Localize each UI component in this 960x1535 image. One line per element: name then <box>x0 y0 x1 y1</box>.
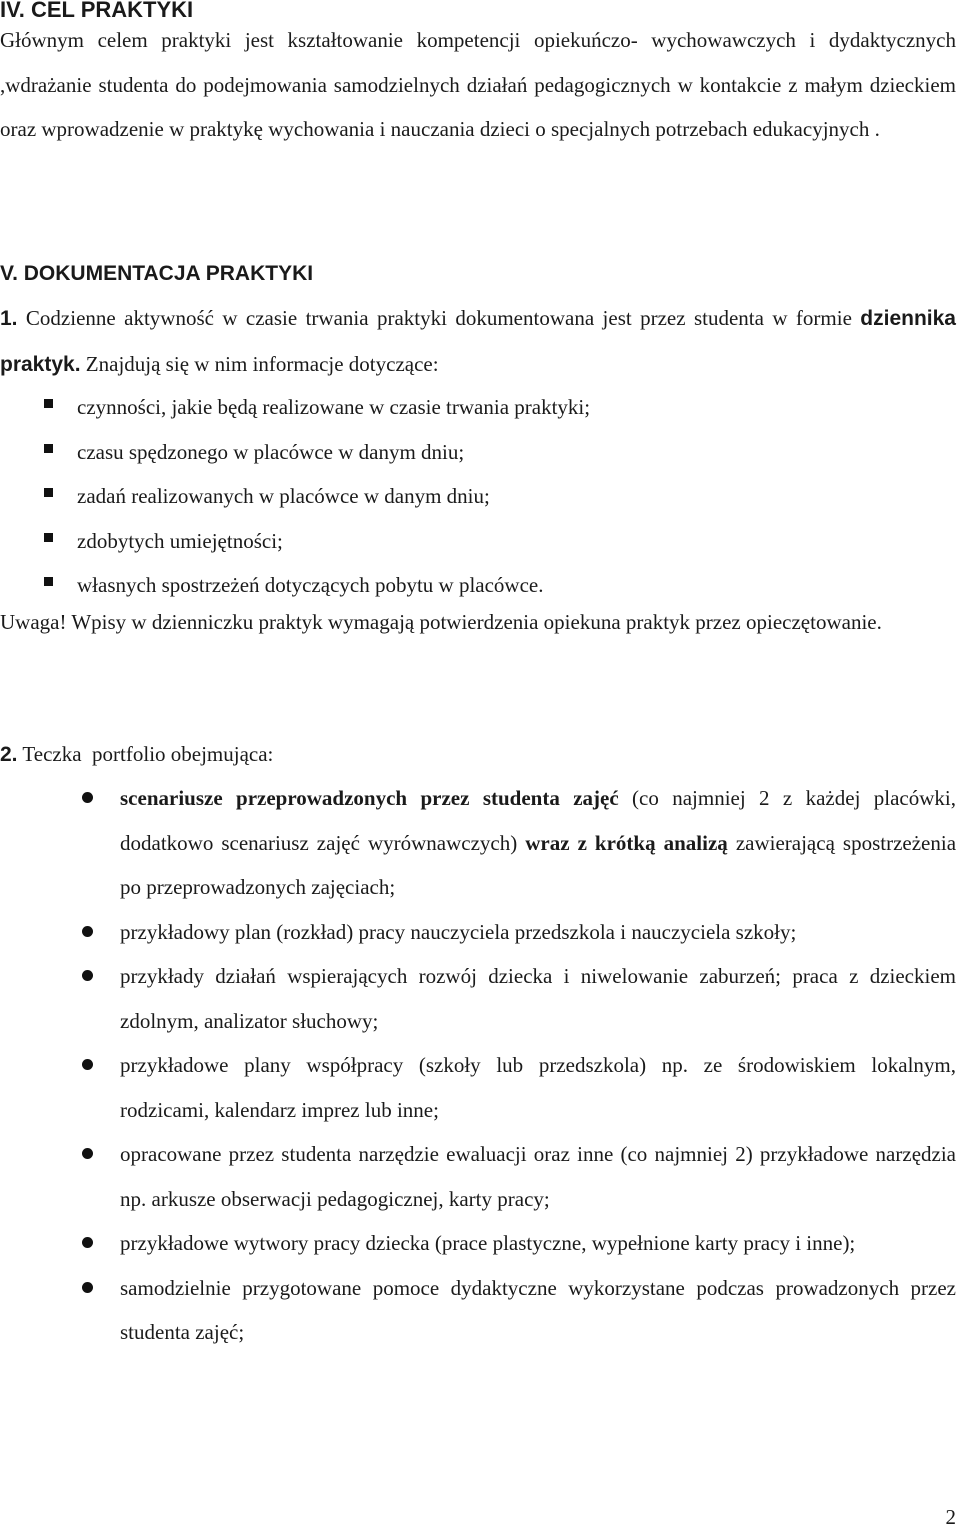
list-item <box>0 1266 956 1355</box>
list-item <box>0 519 956 564</box>
list-item-text: przykłady działań wspierających rozwój dziecka i niwelowanie zaburzeń; praca z dzieckiem zdolnym, analizator słuchowy; <box>120 964 956 1033</box>
list-item-text: przykładowe plany współpracy (szkoły lub przedszkola) np. ze środowiskiem lokalnym, rodzicami, kalendarz imprez lub inne; <box>120 1053 956 1122</box>
list-item <box>0 776 956 910</box>
list-item-text: zdobytych umiejętności; <box>77 528 283 553</box>
round-bullet-icon <box>82 1237 93 1248</box>
list-item-text: czasu spędzonego w placówce w danym dniu; <box>77 439 465 464</box>
item-1-paragraph <box>0 296 956 387</box>
goal-paragraph: Głównym celem praktyki jest kształtowanie kompetencji opiekuńczo- wychowawczych i dydaktycznych ,wdrażanie studenta do podejmowania samodzielnych działań pedagogicznych w kontakcie z małym dzieckiem oraz wprowadzenie w praktykę wychowania i nauczania dzieci o specjalnych potrzebach edukacyjnych . <box>0 28 956 141</box>
round-bullet-icon <box>82 1059 93 1070</box>
section-heading-cel-praktyki: IV. CEL PRAKTYKI <box>0 0 194 22</box>
square-bullet-icon <box>44 399 53 408</box>
item-2-paragraph <box>0 732 956 778</box>
list-item <box>0 385 956 430</box>
round-bullet-icon <box>82 926 93 937</box>
round-bullet-icon <box>82 1148 93 1159</box>
list-item-text: przykładowy plan (rozkład) pracy nauczyciela przedszkola i nauczyciela szkoły; <box>120 919 797 944</box>
list-item <box>0 1043 956 1132</box>
item-1-number: 1. <box>0 307 18 330</box>
diary-info-list <box>0 385 956 608</box>
list-item-text: czynności, jakie będą realizowane w czasie trwania praktyki; <box>77 395 591 419</box>
portfolio-list <box>0 776 956 1355</box>
square-bullet-icon <box>44 488 53 497</box>
list-item-text: opracowane przez studenta narzędzie ewaluacji oraz inne (co najmniej 2) przykładowe narzędzia np. arkusze obserwacji pedagogicznej, karty pracy; <box>120 1142 956 1211</box>
page-number: 2 <box>945 1505 956 1529</box>
round-bullet-icon <box>82 970 93 981</box>
portfolio-text-b: zawierającą spostrzeżenia po przeprowadzonych zajęciach; <box>120 830 957 899</box>
item-2-text: Teczka portfolio obejmująca: <box>22 742 274 766</box>
list-item-text: własnych spostrzeżeń dotyczących pobytu w placówce. <box>77 573 544 597</box>
list-item <box>0 954 956 1043</box>
round-bullet-icon <box>82 792 93 803</box>
list-item-text: zadań realizowanych w placówce w danym dniu; <box>77 484 490 508</box>
list-item-text: przykładowe wytwory pracy dziecka (prace plastyczne, wypełnione karty pracy i inne); <box>120 1231 856 1255</box>
item-1-text-a: Codzienne aktywność w czasie trwania praktyki dokumentowana jest przez studenta w formie <box>25 306 852 330</box>
square-bullet-icon <box>44 533 53 542</box>
note-paragraph: Uwaga! Wpisy w dzienniczku praktyk wymagają potwierdzenia opiekuna praktyk przez opieczętowanie. <box>0 610 882 634</box>
round-bullet-icon <box>82 1282 93 1293</box>
item-2-number: 2. <box>0 743 18 766</box>
list-item <box>0 910 956 955</box>
square-bullet-icon <box>44 577 53 586</box>
list-item <box>0 1132 956 1221</box>
list-item <box>0 474 956 519</box>
list-item-text: samodzielnie przygotowane pomoce dydaktyczne wykorzystane podczas prowadzonych przez studenta zajęć; <box>120 1275 956 1344</box>
portfolio-text-a: (co najmniej 2 z każdej placówki, dodatkowo scenariusz zajęć wyrównawczych) <box>120 786 957 855</box>
section-heading-dokumentacja: V. DOKUMENTACJA PRAKTYKI <box>0 262 314 285</box>
item-1-bold-dziennik: dziennika praktyk. <box>0 307 956 376</box>
portfolio-bold-scenarios: scenariusze przeprowadzonych przez studenta zajęć <box>120 786 619 810</box>
square-bullet-icon <box>44 444 53 453</box>
item-1-text-b: Znajdują się w nim informacje dotyczące: <box>85 351 439 376</box>
list-item <box>0 1221 956 1266</box>
portfolio-bold-analysis: wraz z krótką analizą <box>525 830 728 855</box>
list-item <box>0 430 956 475</box>
